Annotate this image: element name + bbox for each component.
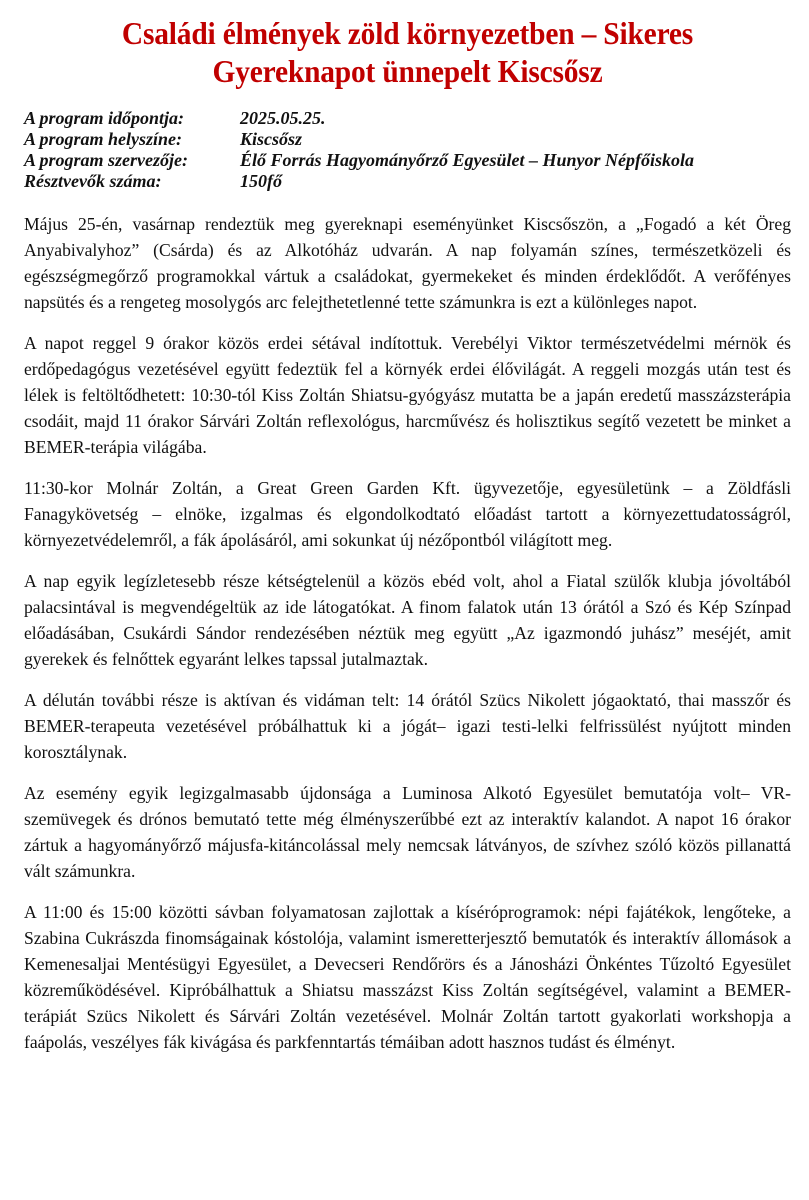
program-date-label: A program időpontja: <box>24 108 185 128</box>
program-organizer-value: Élő Forrás Hagyományőrző Egyesület – Hunyor Népfőiskola <box>240 150 695 170</box>
paragraph-morning: A napot reggel 9 órakor közös erdei sétával indítottuk. Verebélyi Viktor természetvédelmi mérnök és erdőpedagógus vezetésével együtt fedeztük fel a környék erdei élővilágát. A reggeli mozgás után test és lélek is feltöltődhetett: 10:30-tól Kiss Zoltán Shiatsu-gyógyász mutatta be a japán eredetű masszázsterápia csodáit, majd 11 órakor Sárvári Zoltán reflexológus, harcművész és holisztikus segítő vezetett be minket a BEMER-terápia világába. <box>24 333 791 457</box>
program-location-label: A program helyszíne: <box>24 129 183 149</box>
program-organizer-label: A program szervezője: <box>24 150 188 170</box>
document-title <box>55 14 761 90</box>
paragraph-intro: Május 25-én, vasárnap rendeztük meg gyereknapi eseményünket Kiscsőszön, a „Fogadó a két Öreg Anyabivalyhoz” (Csárda) és az Alkotóház udvarán. A nap folyamán színes, természetközeli és egészségmegőrző programokkal vártuk a családokat, gyermekeket és minden érdeklődőt. A verőfényes napsütés és a rengeteg mosolygós arc felejthetetlenné tette számunkra is ezt a különleges napot. <box>24 214 791 312</box>
paragraph-highlight: Az esemény egyik legizgalmasabb újdonsága a Luminosa Alkotó Egyesület bemutatója volt– VR-szemüvegek és drónos bemutató tette még élményszerűbbé ezt az interaktív kalandot. A napot 16 órakor zártuk a hagyományőrző májusfa-kitáncolással mely nemcsak látványos, de szívhez szóló közös pillanattá vált számunkra. <box>24 783 791 881</box>
participant-count-label: Résztvevők száma: <box>24 171 162 191</box>
program-date-value: 2025.05.25. <box>240 108 326 128</box>
paragraph-afternoon: A délután további része is aktívan és vidáman telt: 14 órától Szücs Nikolett jógaoktató, thai masszőr és BEMER-terapeuta vezetésével próbálhattuk ki a jógát– igazi testi-lelki felfrissülést nyújtott minden korosztálynak. <box>24 690 791 762</box>
paragraph-lecture: 11:30-kor Molnár Zoltán, a Great Green Garden Kft. ügyvezetője, egyesületünk – a Zöldfásli Fanagykövetség – elnöke, izgalmas és elgondolkodtató előadást tartott a környezettudatosságról, környezetvédelemről, a fák ápolásáról, ami sokunkat új nézőpontból világított meg. <box>24 478 791 550</box>
paragraph-side-programs: A 11:00 és 15:00 közötti sávban folyamatosan zajlottak a kíséróprogramok: népi fajátékok, lengőteke, a Szabina Cukrászda finomságainak kóstolója, valamint ismeretterjesztő bemutatók és interaktív állomások a Kemenesaljai Mentésügyi Egyesület, a Devecseri Rendőrörs és a Jánosházi Önkéntes Tűzoltó Egyesület közreműködésével. Kipróbálhattuk a Shiatsu masszázst Kiss Zoltán segítségével, valamint a BEMER-terápiát Szücs Nikolett és Sárvári Zoltán vezetésével. Molnár Zoltán tartott gyakorlati workshopja a faápolás, veszélyes fák kivágása és parkfenntartás témáiban adott hasznos tudást és élményt. <box>24 902 791 1052</box>
document-page <box>24 0 791 1070</box>
program-organizer-row <box>24 150 791 171</box>
program-location-value: Kiscsősz <box>240 129 303 149</box>
program-date-row <box>24 108 791 129</box>
title-line-2: Gyereknapot ünnepelt Kiscsősz <box>212 53 603 89</box>
participant-count-value: 150fő <box>240 171 282 191</box>
participant-count-row <box>24 171 791 192</box>
title-line-1: Családi élmények zöld környezetben – Sikeres <box>121 15 694 51</box>
program-info-block <box>24 108 791 192</box>
article-body <box>24 211 791 1055</box>
program-location-row <box>24 129 791 150</box>
paragraph-lunch: A nap egyik legízletesebb része kétségtelenül a közös ebéd volt, ahol a Fiatal szülők klubja jóvoltából palacsintával is megvendégeltük az ide látogatókat. A finom falatok után 13 órától a Szó és Kép Színpad előadásában, Csukárdi Sándor rendezésében néztük meg együtt „Az igazmondó juhász” meséjét, amit gyerekek és felnőttek egyaránt lelkes tapssal jutalmaztak. <box>24 571 791 669</box>
